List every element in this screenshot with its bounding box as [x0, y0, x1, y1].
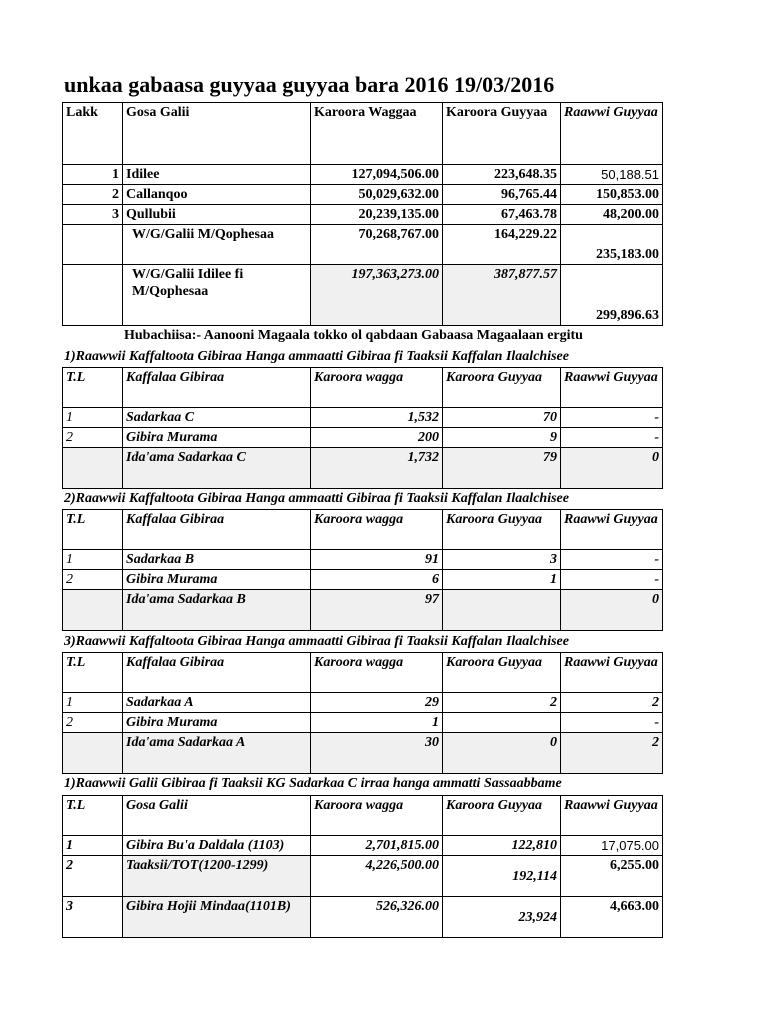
section-table — [62, 509, 663, 631]
header-karoora-guyyaa: Karoora Guyyaa — [443, 368, 561, 408]
empty-cell — [63, 590, 123, 631]
row-number: 2 — [63, 428, 123, 448]
header-gosa-galii: Gosa Galii — [123, 796, 311, 836]
total-daily — [443, 590, 561, 631]
row-daily: 1 — [443, 570, 561, 590]
row-annual: 200 — [311, 428, 443, 448]
row-name: Gibira Murama — [123, 713, 311, 733]
header-karoora-guyyaa: Karoora Guyyaa — [443, 103, 561, 165]
row-annual: 2,701,815.00 — [311, 836, 443, 856]
total-done: 0 — [561, 448, 663, 489]
row-daily: 70 — [443, 408, 561, 428]
total-annual: 197,363,273.00 — [311, 265, 443, 326]
total-done: 2 — [561, 733, 663, 774]
header-karoora-waggaa: Karoora Waggaa — [311, 103, 443, 165]
row-done: - — [561, 428, 663, 448]
row-daily: 96,765.44 — [443, 185, 561, 205]
row-number: 1 — [63, 836, 123, 856]
row-number: 2 — [63, 185, 123, 205]
row-number: 1 — [63, 693, 123, 713]
total-name: Ida'ama Sadarkaa A — [123, 733, 311, 774]
row-name: Idilee — [123, 165, 311, 185]
row-daily — [443, 713, 561, 733]
row-daily: 23,924 — [443, 897, 561, 938]
row-number: 3 — [63, 205, 123, 225]
row-number: 1 — [63, 408, 123, 428]
header-tl: T.L — [63, 653, 123, 693]
row-daily: 122,810 — [443, 836, 561, 856]
table-row — [63, 428, 663, 448]
table-row — [63, 205, 663, 225]
total-row — [63, 733, 663, 774]
main-revenue-table — [62, 102, 663, 326]
row-name: Gibira Murama — [123, 428, 311, 448]
row-name: Sadarkaa A — [123, 693, 311, 713]
subtotal-name: W/G/Galii M/Qophesaa — [123, 225, 311, 265]
header-karoora-wagga: Karoora wagga — [311, 510, 443, 550]
empty-cell — [63, 733, 123, 774]
table-row — [63, 165, 663, 185]
header-kaffalaa: Kaffalaa Gibiraa — [123, 368, 311, 408]
header-karoora-guyyaa: Karoora Guyyaa — [443, 653, 561, 693]
row-done: - — [561, 550, 663, 570]
header-karoora-wagga: Karoora wagga — [311, 796, 443, 836]
row-done: 50,188.51 — [561, 165, 663, 185]
table-row — [63, 856, 663, 897]
section-table — [62, 367, 663, 489]
header-tl: T.L — [63, 368, 123, 408]
table-row — [63, 897, 663, 938]
total-row — [63, 590, 663, 631]
section-caption: 1)Raawwii Galii Gibiraa fi Taaksii KG Sadarkaa C irraa hanga ammatti Sassaabbame — [64, 776, 562, 791]
table-row — [63, 693, 663, 713]
header-karoora-guyyaa: Karoora Guyyaa — [443, 796, 561, 836]
total-done: 0 — [561, 590, 663, 631]
row-number: 2 — [63, 856, 123, 897]
table-row — [63, 408, 663, 428]
revenue-collected-table — [62, 795, 663, 938]
row-name: Callanqoo — [123, 185, 311, 205]
row-done: - — [561, 713, 663, 733]
row-daily: 67,463.78 — [443, 205, 561, 225]
row-number: 1 — [63, 165, 123, 185]
row-annual: 91 — [311, 550, 443, 570]
total-daily: 79 — [443, 448, 561, 489]
total-name: W/G/Galii Idilee fi M/Qophesaa — [123, 265, 311, 326]
row-daily: 2 — [443, 693, 561, 713]
header-gosa-galii: Gosa Galii — [123, 103, 311, 165]
row-name: Gibira Hojii Mindaa(1101B) — [123, 897, 311, 938]
row-annual: 29 — [311, 693, 443, 713]
total-annual: 97 — [311, 590, 443, 631]
row-number: 3 — [63, 897, 123, 938]
row-number: 1 — [63, 550, 123, 570]
total-annual: 30 — [311, 733, 443, 774]
section-caption: 3)Raawwii Kaffaltoota Gibiraa Hanga ammaatti Gibiraa fi Taaksii Kaffalan Ilaalchisee — [64, 634, 569, 649]
total-name: Ida'ama Sadarkaa B — [123, 590, 311, 631]
row-daily: 223,648.35 — [443, 165, 561, 185]
subtotal-annual: 70,268,767.00 — [311, 225, 443, 265]
row-done: 4,663.00 — [561, 897, 663, 938]
row-done: 17,075.00 — [561, 836, 663, 856]
table-row — [63, 836, 663, 856]
table-row — [63, 713, 663, 733]
row-name: Taaksii/TOT(1200-1299) — [123, 856, 311, 897]
subtotal-row — [63, 225, 663, 265]
row-annual: 6 — [311, 570, 443, 590]
total-row — [63, 448, 663, 489]
row-name: Sadarkaa C — [123, 408, 311, 428]
row-name: Gibira Bu'a Daldala (1103) — [123, 836, 311, 856]
row-annual: 526,326.00 — [311, 897, 443, 938]
row-daily: 192,114 — [443, 856, 561, 897]
row-annual: 1 — [311, 713, 443, 733]
section-caption: 1)Raawwii Kaffaltoota Gibiraa Hanga ammaatti Gibiraa fi Taaksii Kaffalan Ilaalchisee — [64, 349, 569, 364]
empty-cell — [63, 225, 123, 265]
row-name: Qullubii — [123, 205, 311, 225]
row-done: 150,853.00 — [561, 185, 663, 205]
header-lakk: Lakk — [63, 103, 123, 165]
row-annual: 50,029,632.00 — [311, 185, 443, 205]
section-caption: 2)Raawwii Kaffaltoota Gibiraa Hanga ammaatti Gibiraa fi Taaksii Kaffalan Ilaalchisee — [64, 491, 569, 506]
empty-cell — [63, 265, 123, 326]
header-tl: T.L — [63, 796, 123, 836]
row-number: 2 — [63, 713, 123, 733]
total-annual: 1,732 — [311, 448, 443, 489]
row-annual: 20,239,135.00 — [311, 205, 443, 225]
subtotal-daily: 164,229.22 — [443, 225, 561, 265]
table-row — [63, 570, 663, 590]
header-karoora-wagga: Karoora wagga — [311, 653, 443, 693]
empty-cell — [63, 448, 123, 489]
row-daily: 9 — [443, 428, 561, 448]
header-raawwi-guyyaa: Raawwi Guyyaa — [561, 510, 663, 550]
row-number: 2 — [63, 570, 123, 590]
row-done: 48,200.00 — [561, 205, 663, 225]
row-annual: 4,226,500.00 — [311, 856, 443, 897]
header-raawwi-guyyaa: Raawwi Guyyaa — [561, 103, 663, 165]
row-done: - — [561, 408, 663, 428]
row-done: 2 — [561, 693, 663, 713]
table-row — [63, 185, 663, 205]
note-text: Hubachiisa:- Aanooni Magaala tokko ol qabdaan Gabaasa Magaalaan ergitu — [124, 328, 583, 343]
section-table — [62, 652, 663, 774]
header-karoora-guyyaa: Karoora Guyyaa — [443, 510, 561, 550]
header-raawwi-guyyaa: Raawwi Guyyaa — [561, 368, 663, 408]
table-row — [63, 550, 663, 570]
total-done: 299,896.63 — [561, 265, 663, 326]
report-title: unkaa gabaasa guyyaa guyyaa bara 2016 19/03/2016 — [64, 72, 555, 97]
header-kaffalaa: Kaffalaa Gibiraa — [123, 653, 311, 693]
header-karoora-wagga: Karoora wagga — [311, 368, 443, 408]
header-raawwi-guyyaa: Raawwi Guyyaa — [561, 653, 663, 693]
header-kaffalaa: Kaffalaa Gibiraa — [123, 510, 311, 550]
row-name: Sadarkaa B — [123, 550, 311, 570]
row-daily: 3 — [443, 550, 561, 570]
row-done: - — [561, 570, 663, 590]
total-daily: 0 — [443, 733, 561, 774]
header-raawwi-guyyaa: Raawwi Guyyaa — [561, 796, 663, 836]
total-row — [63, 265, 663, 326]
total-name: Ida'ama Sadarkaa C — [123, 448, 311, 489]
row-annual: 127,094,506.00 — [311, 165, 443, 185]
header-tl: T.L — [63, 510, 123, 550]
total-daily: 387,877.57 — [443, 265, 561, 326]
row-name: Gibira Murama — [123, 570, 311, 590]
row-done: 6,255.00 — [561, 856, 663, 897]
row-annual: 1,532 — [311, 408, 443, 428]
subtotal-done: 235,183.00 — [561, 225, 663, 265]
